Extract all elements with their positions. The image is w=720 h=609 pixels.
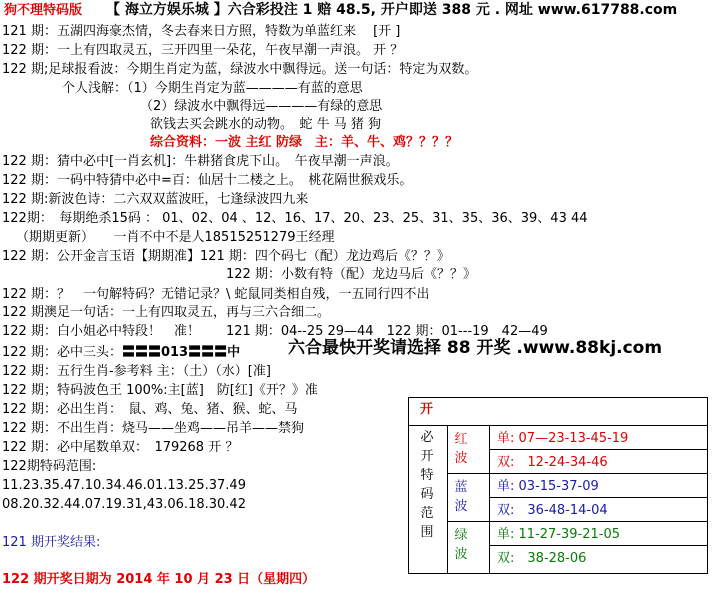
range-numbers-2: 08.20.32.44.07.19.31,43.06.18.30.42 [2, 497, 246, 512]
personal-note-1: 个人浅解：（1）今期生肖定为蓝————有蓝的意思 [62, 81, 363, 96]
red-wave-label [452, 430, 470, 468]
table-divider-red-blue [447, 473, 708, 474]
red-wave-char: 红 [454, 432, 468, 447]
line-white-lady: 122 期：白小姐必中特段！ 准！ 121 期：04--25 29—44 122 期：01---19 42—49 [2, 324, 548, 339]
blue-wave-char: 蓝 [454, 480, 468, 495]
side-char: 必 [420, 430, 434, 445]
table-row-green-odd [497, 526, 620, 543]
side-char: 围 [420, 525, 434, 540]
line-golden-words: 122 期：公开金言玉语【期期准】121 期：四个码七（配）龙边鸡后《？？》 [2, 249, 450, 264]
side-char: 开 [420, 449, 434, 464]
draw-date: 122 期开奖日期为 2014 年 10 月 23 日（星期四） [2, 572, 316, 587]
line-australia: 122 期澳足一句话：一上有四取灵五，再与三六合细二。 [2, 305, 330, 320]
green-wave-label [452, 526, 470, 564]
summary-line: 综合资料：一波 主红 防绿 主：羊、牛、鸡？？？？ [150, 135, 459, 150]
row-kind: 单: [497, 431, 515, 446]
row-numbers: 11-27-39-21-05 [518, 527, 621, 542]
table-row-blue-odd [497, 478, 599, 495]
line-kill-15: 122期： 每期绝杀15码 ： 01、02、04 、12、16、17、20、23、25、31、35、36、39、43 44 [2, 211, 588, 226]
line-wave-poem: 122 期:新波色诗：二六双双蓝波旺，七逢绿波四九来 [2, 192, 309, 207]
line-range-title: 122期特码范围: [2, 459, 97, 474]
line-one-code: 122 期：一码中特猜中必中=百：仙居十二楼之上。 桃花隔世猴戏乐。 [2, 173, 413, 188]
line-guess-xuanji: 122 期：猜中必中[一肖玄机]：牛耕猪食虎下山。 午夜早潮一声浪。 [2, 154, 399, 169]
range-numbers-1: 11.23.35.47.10.34.46.01.13.25.37.49 [2, 478, 246, 493]
line-five-elements: 122 期：五行生肖-参考料 主：（土）（水）[准] [2, 364, 271, 379]
personal-note-2: （2）绿波水中飘得远————有绿的意思 [140, 99, 383, 114]
table-row-blue-even [497, 502, 608, 519]
row-numbers: 03-15-37-09 [518, 479, 599, 494]
line-one-sentence: 122 期：？ 一句解特码？无错记录？\ 蛇鼠同类相自残，一五同行四不出 [2, 287, 430, 302]
table-row-divider-1 [489, 449, 708, 450]
line-must-zodiac: 122 期：必出生肖： 鼠、鸡、兔、猪、猴、蛇、马 [2, 402, 298, 417]
side-label-column [418, 428, 436, 542]
table-col-divider-1 [447, 425, 448, 574]
line-wave-king: 122 期；特码波色王 100%:主[蓝] 防[红]《开？》准 [2, 383, 318, 398]
row-numbers: 07—23-13-45-19 [518, 431, 629, 446]
line-122-poem: 122 期：一上有四取灵五，三开四里一朵花，午夜早潮一声浪。 开 ？ [2, 43, 404, 58]
blue-wave-label [452, 478, 470, 516]
line-football-report: 122 期;足球报看波：今期生肖定为蓝，绿波水中飘得远。送一句话：特定为双数。 [2, 62, 478, 77]
line-three-heads [2, 344, 240, 361]
table-row-divider-3 [489, 545, 708, 546]
side-char: 特 [420, 468, 434, 483]
side-char: 码 [420, 487, 434, 502]
blue-wave-char: 波 [454, 499, 468, 514]
line-update-note: （期期更新） 一肖不中不是人18515251279王经理 [16, 230, 335, 245]
red-wave-char: 波 [454, 451, 468, 466]
row-numbers: 36-48-14-04 [527, 503, 608, 518]
table-col-divider-2 [489, 425, 490, 574]
row-kind: 双: [497, 455, 515, 470]
side-char: 范 [420, 506, 434, 521]
table-row-red-even [497, 454, 608, 471]
green-wave-char: 绿 [454, 528, 468, 543]
line-small-number: 122 期：小数有特（配）龙边马后《？？》 [226, 267, 476, 282]
green-wave-char: 波 [454, 547, 468, 562]
line-tail-number: 122 期：必中尾数单双： 179268 开 ？ [2, 440, 239, 455]
row-kind: 单: [497, 479, 515, 494]
line-121-poem: 121 期：五湖四海豪杰情，冬去春来日方照，特数为单蓝红来 [开 ] [2, 24, 401, 39]
row-numbers: 38-28-06 [527, 551, 587, 566]
three-heads-label: 122 期：必中三头： [2, 345, 122, 360]
promo-banner: 【 海立方娱乐城 】六合彩投注 1 赔 48.5, 开户即送 388 元 . 网址 www.617788.com [106, 2, 678, 18]
table-row-green-even [497, 550, 586, 567]
line-no-zodiac: 122 期：不出生肖：烧马——坐鸡——吊羊——禁狗 [2, 421, 304, 436]
page-title: 狗不理特码版 [4, 3, 83, 18]
table-row-red-odd [497, 430, 628, 447]
result-121: 121 期开奖结果: [2, 535, 101, 550]
ad-88kj-link[interactable]: 六合最快开奖请选择 88 开奖 .www.88kj.com [288, 338, 663, 358]
row-kind: 单: [497, 527, 515, 542]
row-numbers: 12-24-34-46 [527, 455, 608, 470]
table-divider-header [408, 425, 708, 426]
personal-note-3: 欲钱去买会跳水的动物。 蛇 牛 马 猪 狗 [150, 117, 382, 132]
row-kind: 双: [497, 551, 515, 566]
table-divider-blue-green [447, 521, 708, 522]
table-row-divider-2 [489, 497, 708, 498]
three-heads-code: 〓〓〓013〓〓〓中 [121, 345, 241, 360]
row-kind: 双: [497, 503, 515, 518]
table-header: 开 [420, 402, 434, 417]
